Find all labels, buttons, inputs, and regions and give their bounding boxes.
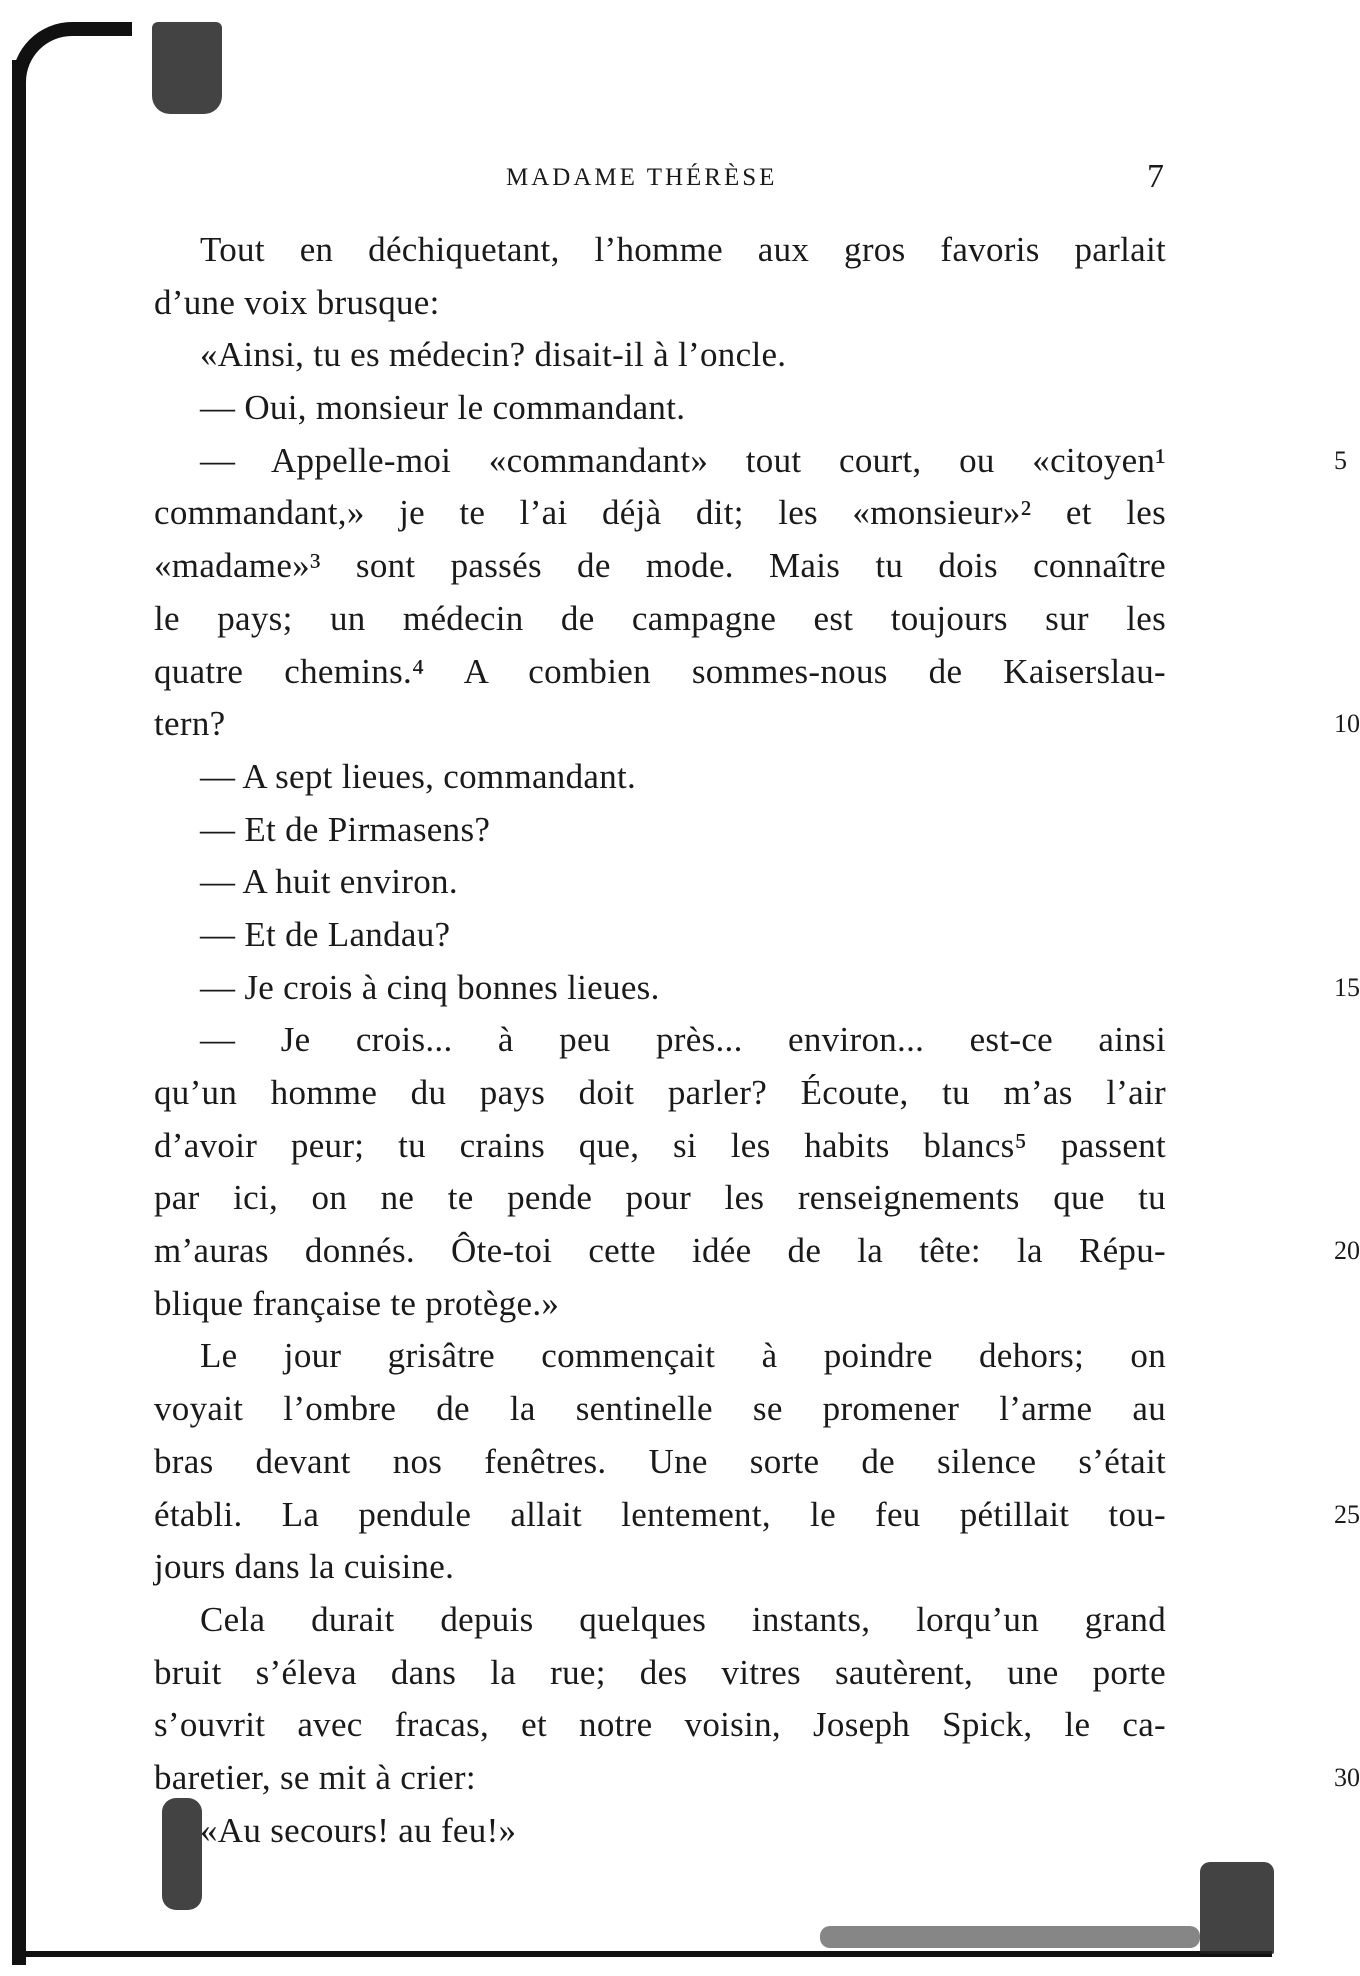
page-edge-top [12, 22, 132, 82]
page-edge-bottom [12, 1951, 1272, 1957]
text-line: s’ouvrit avec fracas, et notre voisin, Joseph Spick, le ca- [154, 1705, 1166, 1745]
text-line: par ici, on ne te pende pour les renseignements que tu [154, 1178, 1166, 1218]
text-line: blique française te protège.» [154, 1283, 560, 1323]
text-line: «Ainsi, tu es médecin? disait-il à l’oncle. [200, 335, 787, 375]
line-number: 30 [1334, 1763, 1360, 1793]
scan-smudge [152, 22, 222, 114]
scan-smudge [820, 1926, 1200, 1948]
text-line: voyait l’ombre de la sentinelle se promener l’arme au [154, 1389, 1166, 1429]
line-number: 25 [1334, 1499, 1360, 1529]
text-line: commandant,» je te l’ai déjà dit; les «monsieur»² et les [154, 493, 1166, 533]
text-line: Le jour grisâtre commençait à poindre dehors; on [200, 1336, 1166, 1376]
text-line: — A sept lieues, commandant. [200, 756, 637, 796]
line-number: 20 [1334, 1236, 1360, 1266]
page-header [154, 158, 1164, 202]
line-number: 5 [1334, 445, 1347, 475]
running-title: MADAME THÉRÈSE [506, 164, 778, 191]
scan-smudge [1200, 1862, 1274, 1954]
text-line: «madame»³ sont passés de mode. Mais tu dois connaître [154, 546, 1166, 586]
text-line: m’auras donnés. Ôte-toi cette idée de la tête: la Répu- [154, 1231, 1166, 1271]
text-line: bruit s’éleva dans la rue; des vitres sautèrent, une porte [154, 1652, 1166, 1692]
line-number: 10 [1334, 709, 1360, 739]
text-line: — Appelle-moi «commandant» tout court, ou «citoyen¹ [200, 440, 1166, 480]
text-line: — Et de Landau? [200, 914, 451, 954]
text-line: Cela durait depuis quelques instants, lorqu’un grand [200, 1599, 1166, 1639]
text-line: — Je crois à cinq bonnes lieues. [200, 967, 660, 1007]
text-line: — Oui, monsieur le commandant. [200, 388, 686, 428]
text-line: «Au secours! au feu!» [200, 1810, 517, 1850]
text-line: établi. La pendule allait lentement, le feu pétillait tou- [154, 1494, 1166, 1534]
text-line: — Et de Pirmasens? [200, 809, 491, 849]
text-line: jours dans la cuisine. [154, 1547, 455, 1587]
text-line: Tout en déchiquetant, l’homme aux gros favoris parlait [200, 230, 1166, 269]
text-line: d’une voix brusque: [154, 282, 440, 322]
text-line: bras devant nos fenêtres. Une sorte de silence s’était [154, 1441, 1166, 1481]
text-line: le pays; un médecin de campagne est toujours sur les [154, 598, 1166, 638]
text-line: qu’un homme du pays doit parler? Écoute, tu m’as l’air [154, 1073, 1166, 1112]
page-edge-left [12, 60, 26, 1965]
text-line: tern? [154, 704, 226, 744]
text-line: — Je crois... à peu près... environ... est-ce ainsi [200, 1020, 1166, 1060]
text-line: — A huit environ. [200, 862, 458, 902]
body-text [154, 224, 1360, 1857]
text-line: baretier, se mit à crier: [154, 1757, 476, 1797]
text-line: quatre chemins.⁴ A combien sommes-nous de Kaiserslau- [154, 651, 1166, 691]
line-number: 15 [1334, 972, 1360, 1002]
text-line: d’avoir peur; tu crains que, si les habits blancs⁵ passent [154, 1125, 1166, 1165]
page-number: 7 [1147, 158, 1164, 195]
